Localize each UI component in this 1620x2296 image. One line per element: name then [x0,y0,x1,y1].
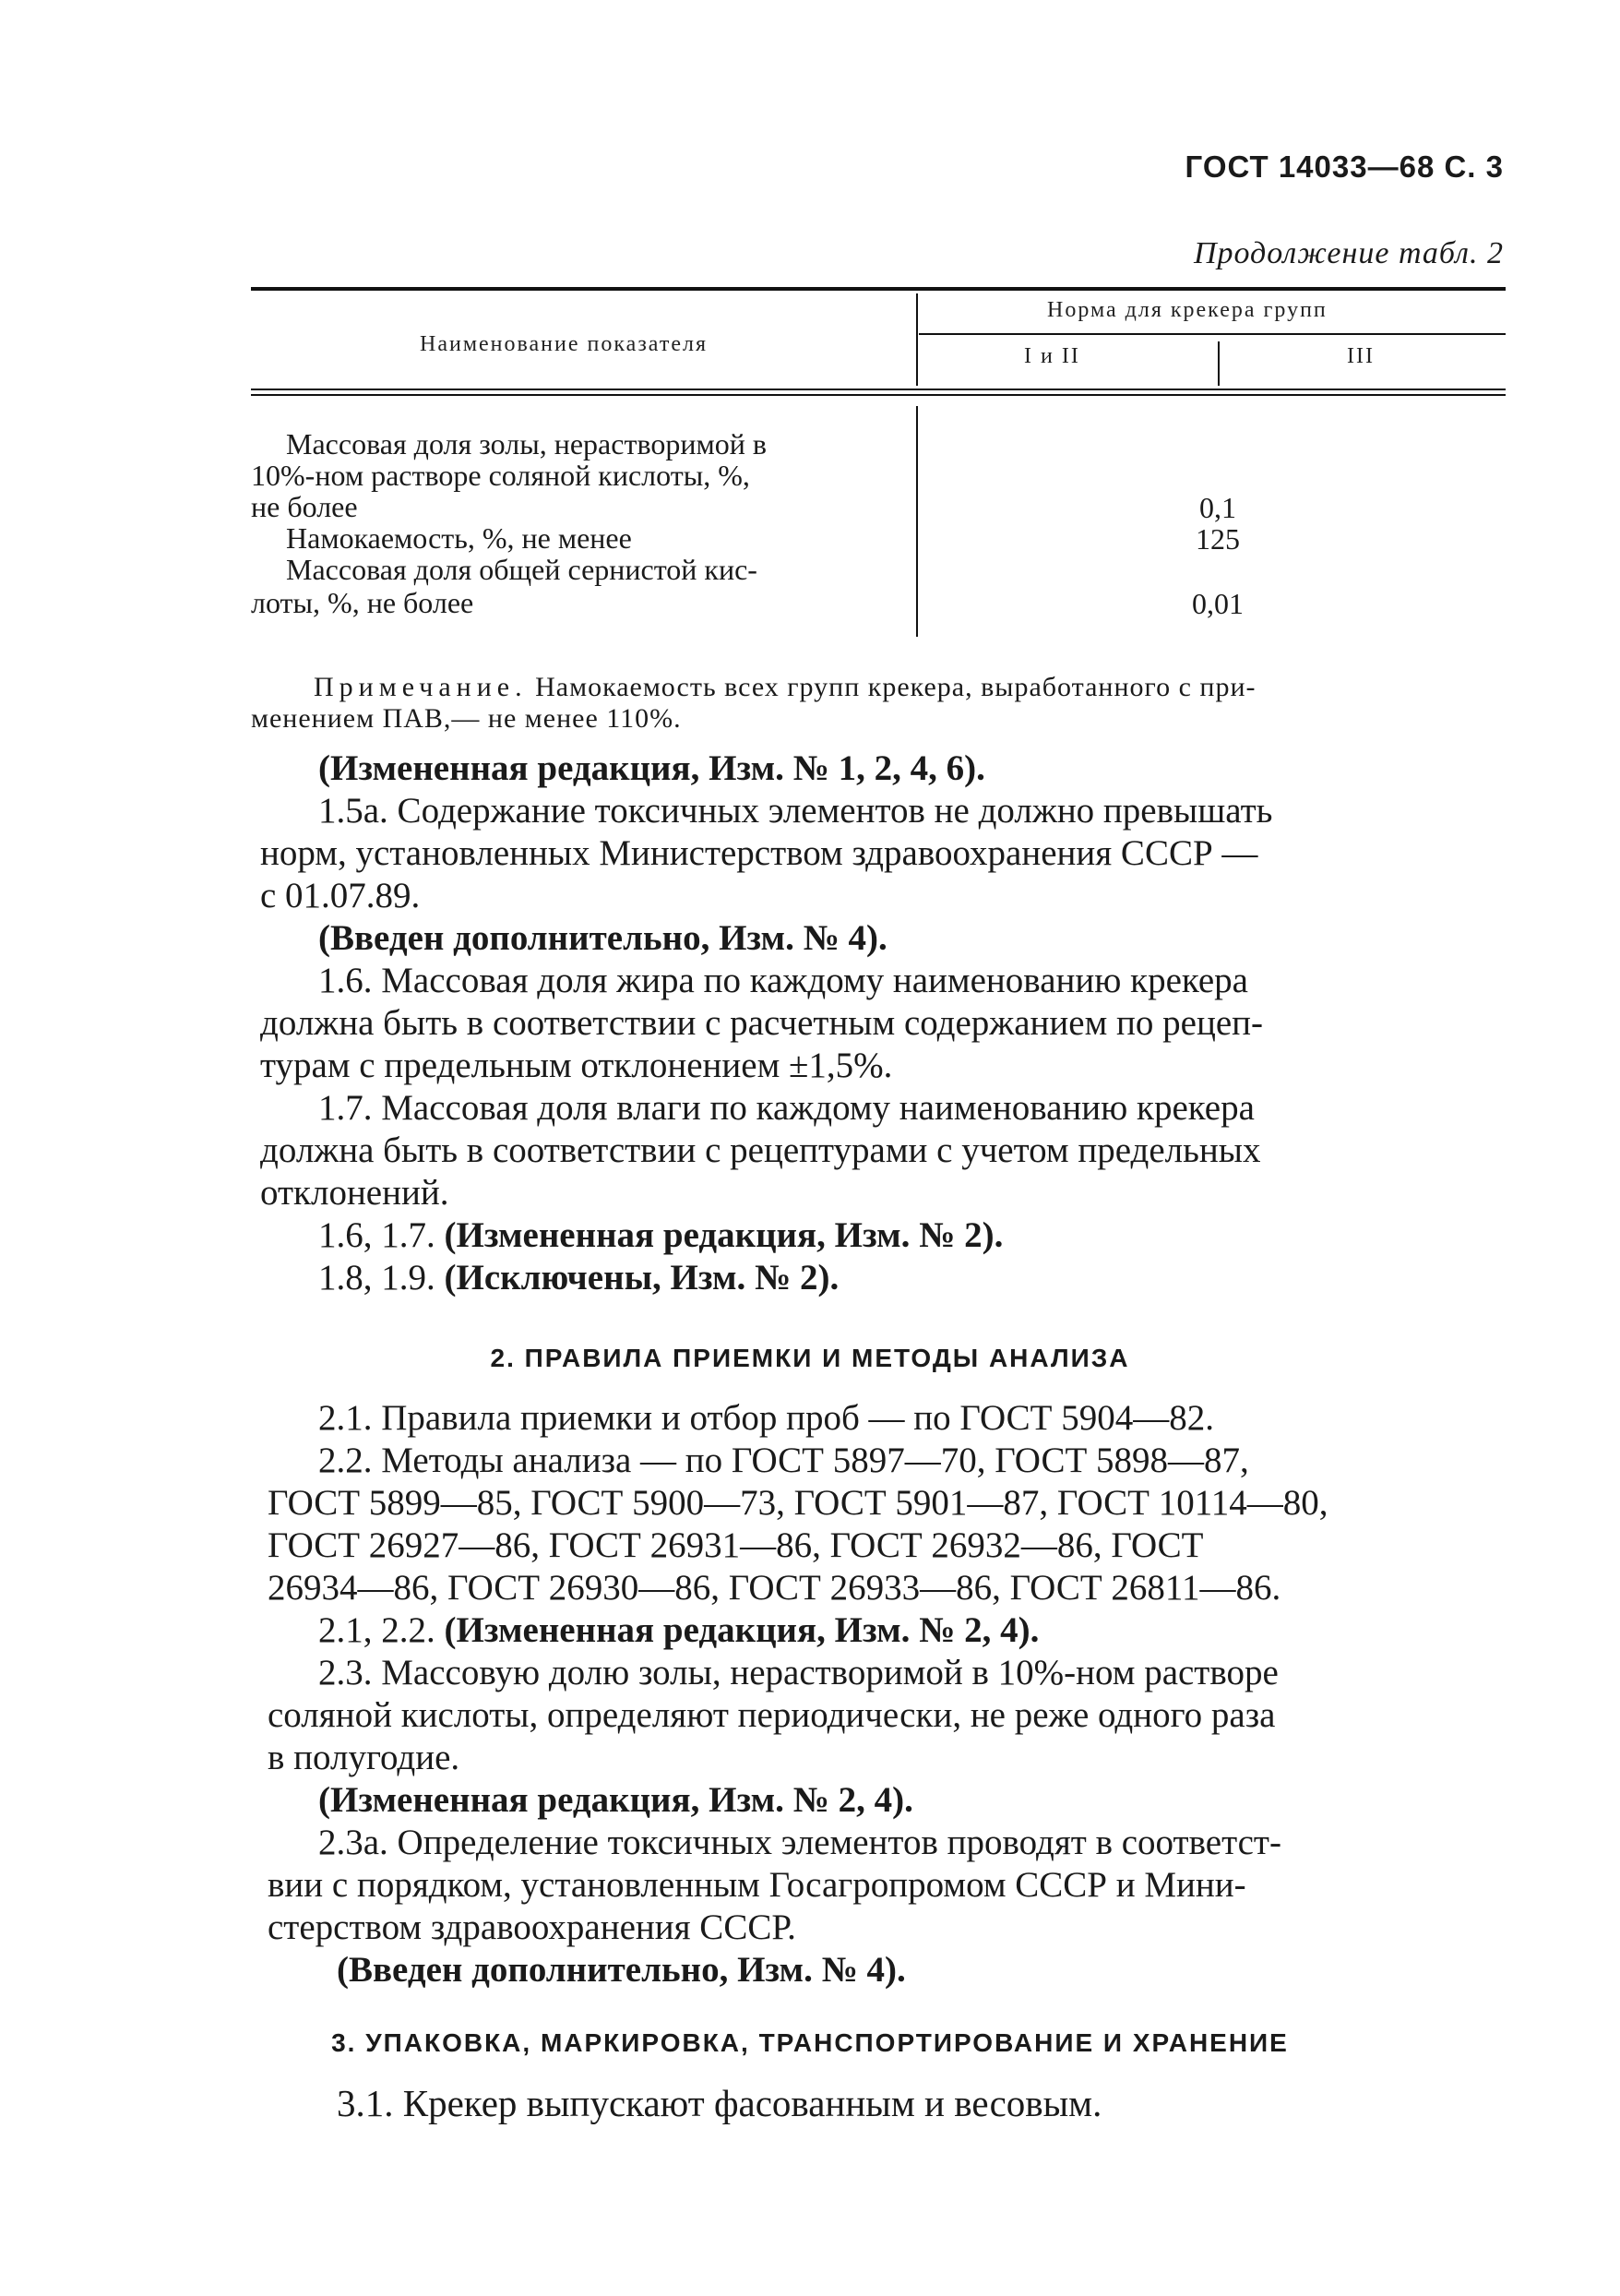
para-2-2-line3: ГОСТ 26927—86, ГОСТ 26931—86, ГОСТ 26932—86, ГОСТ [268,1525,1204,1565]
table-row-ash-value: 0,1 [1199,491,1236,524]
table-row-acid-line2: лоты, %, не более [251,586,474,619]
table-body-divider [916,406,918,637]
table-header-group-3: III [1347,344,1375,368]
section-2-title: 2. ПРАВИЛА ПРИЕМКИ И МЕТОДЫ АНАЛИЗА [490,1344,1130,1372]
table-column-divider [916,293,918,386]
table-row-acid-line1: Массовая доля общей сернистой кис- [286,553,757,586]
table-header-norm: Норма для крекера групп [1047,298,1328,322]
para-1-6-line3: турам с предельным отклонением ±1,5%. [260,1046,893,1085]
table-row-ash-line3: не более [251,490,358,523]
para-2-3a-line2: вии с порядком, установленным Госагропромом СССР и Мини- [268,1865,1246,1905]
table-header-rule-1 [251,389,1506,390]
para-1-7-line2: должна быть в соответствии с рецептурами с учетом предельных [260,1130,1261,1170]
para-2-3-line2: соляной кислоты, определяют периодически, не реже одного раза [268,1695,1276,1735]
para-1-5a-line3: с 01.07.89. [260,876,421,915]
table-header-indicator: Наименование показателя [420,332,708,356]
para-2-2-line4: 26934—86, ГОСТ 26930—86, ГОСТ 26933—86, ГОСТ 26811—86. [268,1568,1281,1608]
para-1-7-line3: отклонений. [260,1173,449,1213]
table-note-text: Намокаемость всех групп крекера, выработанного с при- [535,672,1257,702]
amendment-1-6-1-7-text: (Измененная редакция, Изм. № 2). [444,1215,1004,1255]
para-1-5a-line1: 1.5а. Содержание токсичных элементов не должно превышать [318,791,1273,831]
table-subheader-rule [919,333,1506,335]
para-2-3a-line3: стерством здравоохранения СССР. [268,1907,796,1947]
para-1-5a-line2: норм, установленных Министерством здравоохранения СССР — [260,833,1258,873]
amendment-1-8-1-9 [318,1257,839,1299]
introduced-amendment-4-a: (Введен дополнительно, Изм. № 4). [318,918,887,958]
amendment-1-8-1-9-text: (Исключены, Изм. № 2). [444,1258,840,1297]
para-2-1: 2.1. Правила приемки и отбор проб — по ГОСТ 5904—82. [318,1398,1214,1438]
standard-header: ГОСТ 14033—68 С. 3 [1185,149,1504,184]
para-2-3a-line1: 2.3а. Определение токсичных элементов проводят в соответст- [318,1823,1281,1862]
table-row-ash-line1: Массовая доля золы, нерастворимой в [286,427,767,460]
table-top-rule [251,287,1506,291]
table-group-divider [1218,341,1220,386]
table-note-line1 [314,672,1257,703]
para-2-2-line2: ГОСТ 5899—85, ГОСТ 5900—73, ГОСТ 5901—87, ГОСТ 10114—80, [268,1483,1328,1523]
para-2-2-line1: 2.2. Методы анализа — по ГОСТ 5897—70, ГОСТ 5898—87, [318,1441,1249,1480]
amendment-2-4: (Измененная редакция, Изм. № 2, 4). [318,1780,913,1820]
amendment-1-6-1-7-prefix: 1.6, 1.7. [318,1215,435,1255]
amendment-1-2-4-6: (Измененная редакция, Изм. № 1, 2, 4, 6). [318,748,985,788]
para-1-6-line2: должна быть в соответствии с расчетным содержанием по рецеп- [260,1003,1263,1043]
table-note-label: Примечание. [314,672,528,702]
table-row-ash-line2: 10%-ном растворе соляной кислоты, %, [251,459,750,492]
table-header-group-1-2: I и II [1024,344,1080,368]
table-header-rule-2 [251,394,1506,396]
amendment-1-6-1-7 [318,1214,1003,1257]
amendment-2-1-2-2-prefix: 2.1, 2.2. [318,1610,435,1650]
para-3-1: 3.1. Крекер выпускают фасованным и весовым. [337,2082,1102,2124]
amendment-1-8-1-9-prefix: 1.8, 1.9. [318,1258,435,1297]
amendment-2-1-2-2 [318,1609,1039,1652]
table-continuation-label: Продолжение табл. 2 [1193,236,1504,270]
table-note-line2: менением ПАВ,— не менее 110%. [251,703,682,734]
table-row-wetting-line1: Намокаемость, %, не менее [286,521,632,555]
table-row-acid-value: 0,01 [1192,587,1244,620]
para-2-3-line1: 2.3. Массовую долю золы, нерастворимой в 10%-ном растворе [318,1653,1279,1692]
amendment-2-1-2-2-text: (Измененная редакция, Изм. № 2, 4). [444,1610,1040,1650]
para-1-6-line1: 1.6. Массовая доля жира по каждому наименованию крекера [318,961,1248,1000]
table-row-wetting-value: 125 [1196,522,1240,556]
introduced-amendment-4-b: (Введен дополнительно, Изм. № 4). [337,1950,906,1990]
section-3-title: 3. УПАКОВКА, МАРКИРОВКА, ТРАНСПОРТИРОВАНИЕ И ХРАНЕНИЕ [331,2028,1289,2057]
para-1-7-line1: 1.7. Массовая доля влаги по каждому наименованию крекера [318,1088,1255,1128]
para-2-3-line3: в полугодие. [268,1738,460,1777]
